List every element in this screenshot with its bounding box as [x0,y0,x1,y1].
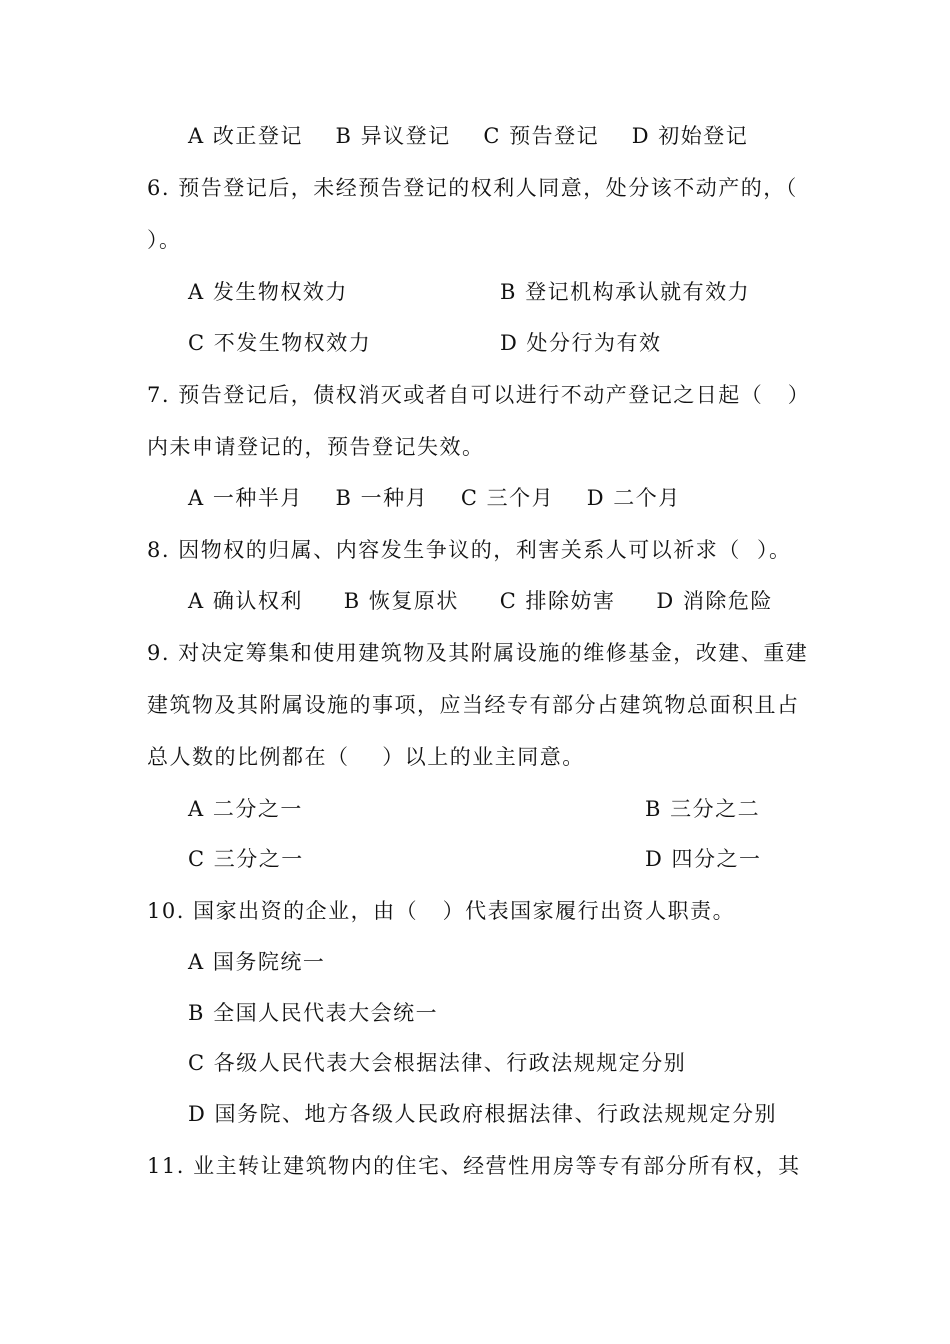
q7-options: A 一种半月 B 一种月 C 三个月 D 二个月 [188,486,681,510]
q6-option-d: D 处分行为有效 [500,331,662,355]
q7-stem-line2: 内未申请登记的，预告登记失效。 [147,435,485,459]
q8-stem-line1: 8. 因物权的归属、内容发生争议的，利害关系人可以祈求（ ）。 [147,538,792,562]
q6-option-a: A 发生物权效力 [188,280,348,304]
q6-option-c: C 不发生物权效力 [188,331,372,355]
q6-option-b: B 登记机构承认就有效力 [500,280,751,304]
q10-option-d: D 国务院、地方各级人民政府根据法律、行政法规规定分别 [188,1102,778,1126]
q9-stem-line1: 9. 对决定筹集和使用建筑物及其附属设施的维修基金，改建、重建 [147,641,809,665]
q5-options: A 改正登记 B 异议登记 C 预告登记 D 初始登记 [188,124,749,148]
q9-option-c: C 三分之一 [188,847,304,871]
q9-option-a: A 二分之一 [188,797,303,821]
q10-stem-line1: 10. 国家出资的企业，由（ ）代表国家履行出资人职责。 [147,899,736,923]
q9-stem-line3: 总人数的比例都在（ ）以上的业主同意。 [147,745,585,769]
q10-option-c: C 各级人民代表大会根据法律、行政法规规定分别 [188,1051,687,1075]
q7-stem-line1: 7. 预告登记后，债权消灭或者自可以进行不动产登记之日起（ ） [147,383,811,407]
q9-option-d: D 四分之一 [645,847,762,871]
q10-option-b: B 全国人民代表大会统一 [188,1001,439,1025]
q6-stem-line2: ）。 [147,228,182,252]
q6-stem-line1: 6. 预告登记后，未经预告登记的权利人同意，处分该不动产的，（ [147,176,798,200]
q11-stem-line1: 11. 业主转让建筑物内的住宅、经营性用房等专有部分所有权，其 [147,1154,801,1178]
q10-option-a: A 国务院统一 [188,950,326,974]
q8-options: A 确认权利 B 恢复原状 C 排除妨害 D 消除危险 [188,589,773,613]
q9-stem-line2: 建筑物及其附属设施的事项，应当经专有部分占建筑物总面积且占 [147,693,800,717]
q9-option-b: B 三分之二 [645,797,761,821]
